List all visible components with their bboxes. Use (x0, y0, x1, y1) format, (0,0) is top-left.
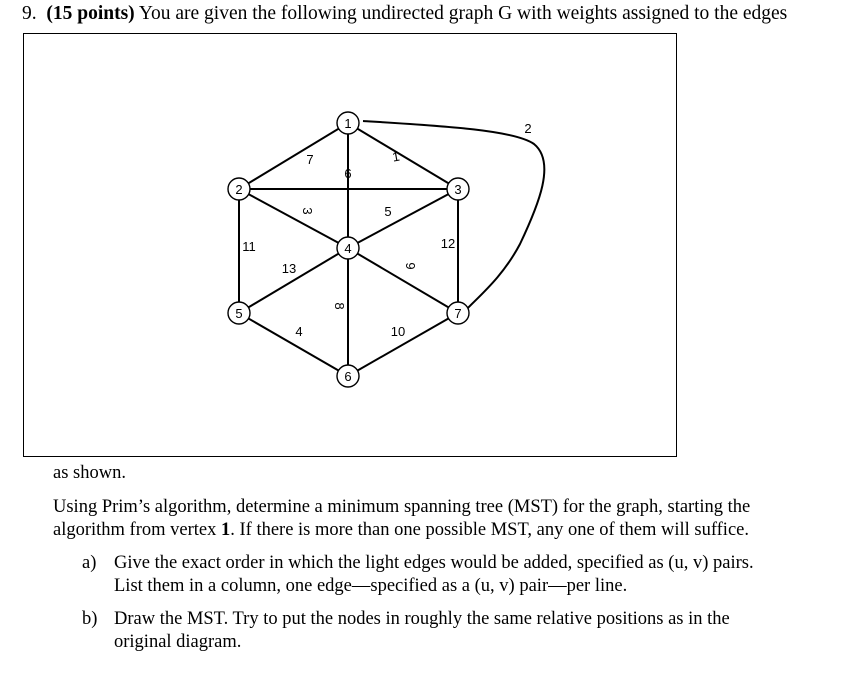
node-label-4: 4 (344, 241, 352, 256)
weight-label-6-7: 10 (390, 324, 406, 339)
question-intro: You are given the following undirected graph G with weights assigned to the edges (134, 3, 788, 24)
part-b-line-2: original diagram. (114, 632, 242, 652)
instructions-line-1: Using Prim’s algorithm, determine a minimum spanning tree (MST) for the graph, starting the (53, 497, 751, 517)
question-number: 9. (22, 3, 37, 24)
question-points: (15 points) (46, 3, 135, 24)
weight-label-4-7: 6 (403, 262, 418, 270)
part-a-text (114, 552, 754, 598)
weight-label-1-4: 9 (344, 166, 352, 181)
node-label-3: 3 (454, 182, 462, 197)
part-b-text (114, 608, 730, 654)
weight-label-5-6: 4 (295, 324, 303, 339)
graph-svg (24, 34, 678, 458)
weight-label-4-6: 8 (332, 302, 347, 310)
weight-label-3-4: 5 (384, 204, 392, 219)
weight-label-1-7: 2 (524, 121, 532, 136)
node-label-5: 5 (235, 306, 243, 321)
edge-5-6 (239, 313, 348, 376)
graph-figure (23, 33, 677, 457)
edge-1-2 (239, 123, 348, 189)
weight-label-1-2: 7 (306, 152, 314, 167)
weight-label-1-3: 1 (391, 148, 401, 165)
as-shown-text: as shown. (53, 463, 126, 483)
instructions-line-2 (53, 519, 750, 542)
part-b-marker: b) (82, 609, 98, 629)
part-a-marker: a) (82, 553, 97, 573)
part-a-line-2: List them in a column, one edge—specified as a (u, v) pair—per line. (114, 576, 628, 596)
weight-label-4-5: 13 (281, 261, 297, 276)
instructions-line-2-pre: algorithm from vertex (53, 520, 221, 540)
weight-label-2-4: 3 (300, 207, 315, 215)
edge-1-3 (348, 123, 458, 189)
node-label-2: 2 (235, 182, 243, 197)
weight-label-2-5: 11 (242, 239, 256, 254)
weight-label-3-7: 12 (440, 236, 456, 251)
edge-6-7 (348, 313, 458, 376)
instructions-line-2-post: . If there is more than one possible MST, any one of them will suffice. (230, 520, 749, 540)
edge-4-7 (348, 248, 458, 313)
instructions-paragraph (53, 496, 750, 542)
question-header (22, 2, 787, 26)
start-vertex: 1 (221, 520, 231, 540)
part-a-line-1: Give the exact order in which the light edges would be added, specified as (u, v) pairs. (114, 553, 754, 573)
node-label-1: 1 (344, 116, 352, 131)
part-b-line-1: Draw the MST. Try to put the nodes in roughly the same relative positions as in the (114, 609, 730, 629)
node-label-7: 7 (454, 306, 462, 321)
edge-4-5 (239, 248, 348, 313)
node-label-6: 6 (344, 369, 352, 384)
